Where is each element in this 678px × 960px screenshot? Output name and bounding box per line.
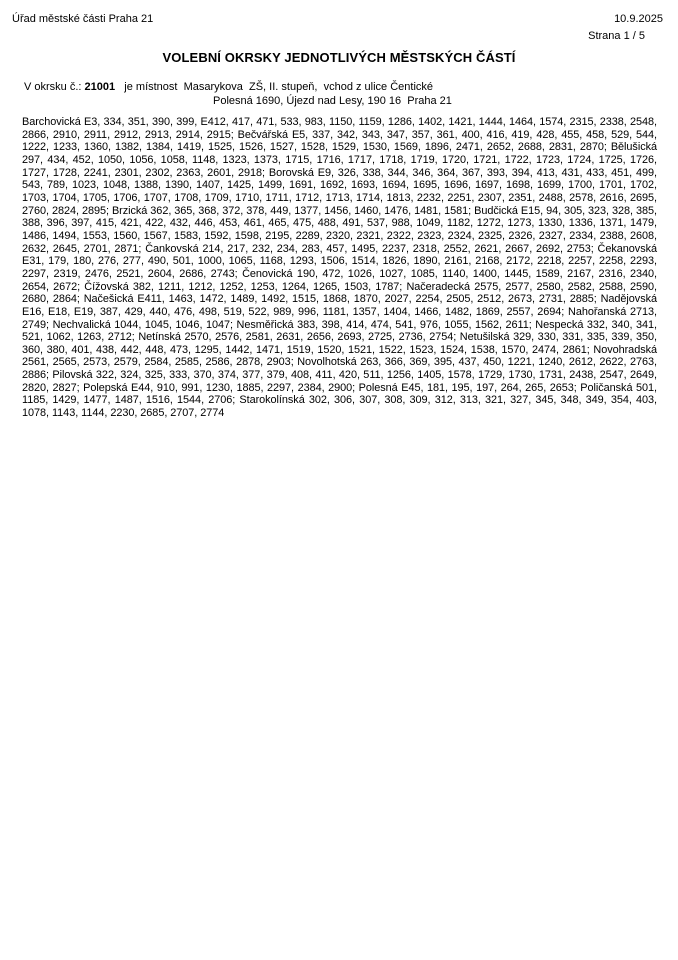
street-list: Barchovická E3, 334, 351, 390, 399, E412, 417, 471, 533, 983, 1150, 1159, 1286, 1402, 1421, 1444, 1464, 1574, 2315, 2338, 2548, 2866, 2910, 2911, 2912, 2913, 2914, 2915; Bečvářská E5, 337, 342, 343, 347, 357, 361, 400, 416, 419, 428, 455, 458, 529, 544, 1222, 1233, 1360, 1382, 1384, 1419, 1525, 1526, 1527, 1528, 1529, 1530, 1569, 1896, 2471, 2652, 2688, 2831, 2870; Bělušická 297, 434, 452, 1050, 1056, 1058, 1148, 1323, 1373, 1715, 1716, 1717, 1718, 1719, 1720, 1721, 1722, 1723, 1724, 1725, 1726, 1727, 1728, 2241, 2301, 2302, 2363, 2601, 2918; Borovská E9, 326, 338, 344, 346, 364, 367, 393, 394, 413, 431, 433, 451, 499, 543, 789, 1023, 1048, 1388, 1390, 1407, 1425, 1499, 1691, 1692, 1693, 1694, 1695, 1696, 1697, 1698, 1699, 1700, 1701, 1702, 1703, 1704, 1705, 1706, 1707, 1708, 1709, 1710, 1711, 1712, 1713, 1714, 1813, 2232, 2251, 2307, 2351, 2488, 2578, 2616, 2695, 2760, 2824, 2895; Brzická 362, 365, 368, 372, 378, 449, 1377, 1456, 1460, 1476, 1481, 1581; Budčická E15, 94, 305, 323, 328, 385, 388, 396, 397, 415, 421, 422, 432, 446, 453, 461, 465, 475, 488, 491, 537, 988, 1049, 1182, 1272, 1273, 1330, 1336, 1371, 1479, 1486, 1494, 1553, 1560, 1567, 1583, 1592, 1598, 2195, 2289, 2320, 2321, 2322, 2323, 2324, 2325, 2326, 2327, 2334, 2388, 2608, 2632, 2645, 2701, 2871; Čankovská 214, 217, 232, 234, 283, 457, 1495, 2237, 2318, 2552, 2621, 2667, 2692, 2753; Čekanovská E31, 179, 180, 276, 277, 490, 501, 1000, 1065, 1168, 1293, 1506, 1514, 1826, 1890, 2161, 2168, 2172, 2218, 2257, 2258, 2293, 2297, 2319, 2476, 2521, 2604, 2686, 2743; Čenovická 190, 472, 1026, 1027, 1085, 1140, 1400, 1445, 1589, 2167, 2316, 2340, 2654, 2672; Čížovská 382, 1211, 1212, 1252, 1253, 1264, 1265, 1503, 1787; Načeradecká 2575, 2577, 2580, 2582, 2588, 2590, 2680, 2864; Načešická E411, 1463, 1472, 1489, 1492, 1515, 1868, 1870, 2027, 2254, 2505, 2512, 2673, 2731, 2885; Nadějovská E16, E18, E19, 387, 429, 440, 476, 498, 519, 522, 989, 996, 1181, 1357, 1404, 1466, 1482, 1869, 2557, 2694; Nahořanská 2713, 2749; Nechvalická 1044, 1045, 1046, 1047; Nesměřická 383, 398, 414, 474, 541, 976, 1055, 1562, 2611; Nespecká 332, 340, 341, 521, 1062, 1263, 2712; Netínská 2570, 2576, 2581, 2631, 2656, 2693, 2725, 2736, 2754; Netušilská 329, 330, 331, 335, 339, 350, 360, 380, 401, 438, 442, 448, 473, 1295, 1442, 1471, 1519, 1520, 1521, 1522, 1523, 1524, 1538, 1570, 2474, 2861; Novohradská 2561, 2565, 2573, 2579, 2584, 2585, 2586, 2878, 2903; Novolhotská 263, 366, 369, 395, 437, 450, 1221, 1240, 2612, 2622, 2763, 2886; Pilovská 322, 324, 325, 333, 370, 374, 377, 379, 408, 411, 420, 511, 1256, 1405, 1578, 1729, 1730, 1731, 2438, 2547, 2649, 2820, 2827; Polepská E44, 910, 991, 1230, 1885, 2297, 2384, 2900; Polesná E45, 181, 195, 197, 264, 265, 2653; Poličanská 501, 1185, 1429, 1477, 1487, 1516, 1544, 2706; Starokolínská 302, 306, 307, 308, 309, 312, 313, 321, 327, 345, 348, 349, 354, 403, 1078, 1143, 1144, 2230, 2685, 2707, 2774 (22, 116, 657, 420)
page-number: Strana 1 / 5 (588, 30, 645, 42)
district-label-prefix: V okrsku č.: (24, 81, 85, 93)
district-label-mid: je místnost (115, 81, 184, 93)
district-info (24, 81, 678, 94)
district-place: Masarykova ZŠ, II. stupeň, vchod z ulice Čentické (183, 81, 434, 93)
district-address: Polesná 1690, Újezd nad Lesy, 190 16 Praha 21 (213, 95, 452, 107)
district-number: 21001 (84, 81, 116, 93)
office-name: Úřad městské části Praha 21 (12, 13, 154, 25)
document-title: VOLEBNÍ OKRSKY JEDNOTLIVÝCH MĚSTSKÝCH ČÁSTÍ (162, 50, 516, 65)
page-header (0, 0, 678, 26)
document-date: 10.9.2025 (614, 13, 663, 25)
